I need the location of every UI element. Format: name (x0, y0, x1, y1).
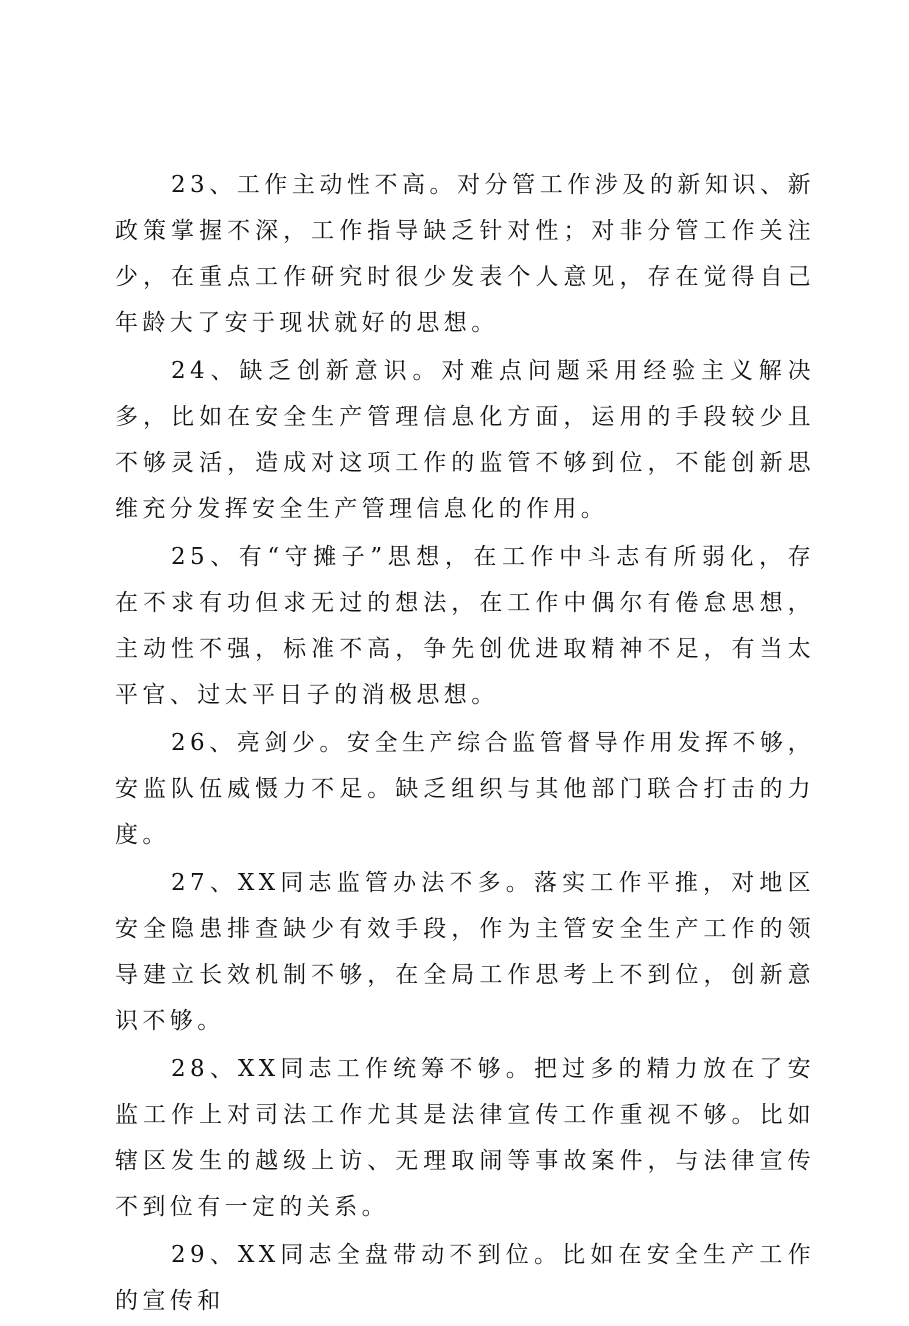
paragraph-25: 25、有“守摊子”思想，在工作中斗志有所弱化，存在不求有功但求无过的想法，在工作中偶尔有倦怠思想，主动性不强，标准不高，争先创优进取精神不足，有当太平官、过太平日子的消极思想。 (115, 544, 815, 708)
document-body (115, 162, 815, 1326)
paragraph-27: 27、XX同志监管办法不多。落实工作平推，对地区安全隐患排查缺少有效手段，作为主管安全生产工作的领导建立长效机制不够，在全局工作思考上不到位，创新意识不够。 (115, 870, 815, 1034)
paragraph-23: 23、工作主动性不高。对分管工作涉及的新知识、新政策掌握不深，工作指导缺乏针对性；对非分管工作关注少，在重点工作研究时很少发表个人意见，存在觉得自己年龄大了安于现状就好的思想。 (115, 172, 815, 336)
paragraph-28: 28、XX同志工作统筹不够。把过多的精力放在了安监工作上对司法工作尤其是法律宣传工作重视不够。比如辖区发生的越级上访、无理取闹等事故案件，与法律宣传不到位有一定的关系。 (115, 1056, 815, 1220)
paragraph-29: 29、XX同志全盘带动不到位。比如在安全生产工作的宣传和 (115, 1242, 815, 1314)
paragraph-24: 24、缺乏创新意识。对难点问题采用经验主义解决多，比如在安全生产管理信息化方面，运用的手段较少且不够灵活，造成对这项工作的监管不够到位，不能创新思维充分发挥安全生产管理信息化的作用。 (115, 358, 815, 522)
paragraph-26: 26、亮剑少。安全生产综合监管督导作用发挥不够，安监队伍威慑力不足。缺乏组织与其他部门联合打击的力度。 (115, 730, 815, 848)
